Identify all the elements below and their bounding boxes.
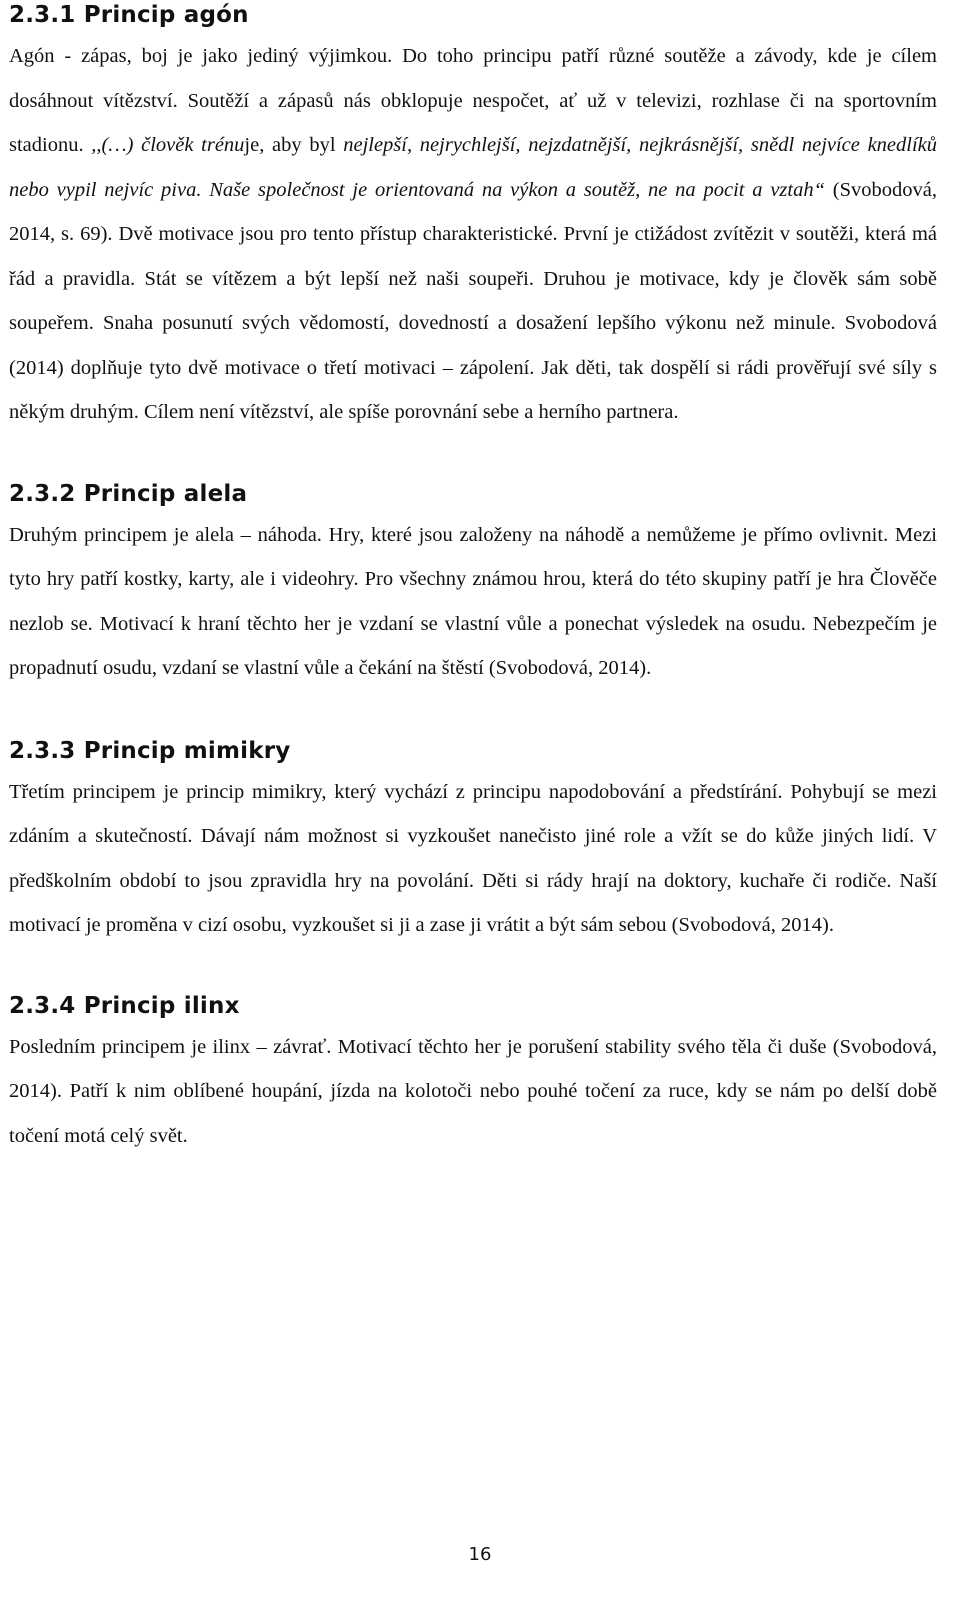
section-paragraph (9, 1025, 937, 1159)
section-paragraph (9, 513, 937, 691)
text-run: je, aby byl (244, 134, 344, 156)
section-title: Princip ilinx (83, 992, 240, 1019)
section-number: 2.3.2 (9, 480, 76, 507)
text-run: (Svobodová, 2014, s. 69). Dvě motivace jsou pro tento přístup charakteristické. První je ctižádost zvítězit v soutěži, která má řád a pravidla. Stát se vítězem a být lepší než naši soupeři. Druhou je motivace, kdy je člověk sám sobě soupeřem. Snaha posunutí svých vědomostí, dovedností a dosažení lepšího výkonu než minule. Svobodová (2014) doplňuje tyto dvě motivace o třetí motivaci – zápolení. Jak děti, tak dospělí si rádi prověřují své síly s někým druhým. Cílem není vítězství, ale spíše porovnání sebe a herního partnera. (9, 178, 938, 423)
section-title: Princip agón (83, 2, 249, 28)
section-heading (9, 738, 937, 770)
section-number: 2.3.4 (9, 992, 76, 1019)
text-run: Třetím principem je princip mimikry, který vychází z principu napodobování a předstírání. Pohybují se mezi zdáním a skutečností. Dávají nám možnost si vyzkoušet nanečisto jiné role a vžít se do kůže jiných lidí. V předškolním období to jsou zpravidla hry na povolání. Děti si rády hrají na doktory, kuchaře či rodiče. Naší motivací je proměna v cizí osobu, vyzkoušet si ji a zase ji vrátit a být sám sebou (Svobodová, 2014). (9, 780, 937, 936)
document-page (9, 0, 937, 1158)
text-run: Posledním principem je ilinx – závrať. Motivací těchto her je porušení stability svého těla či duše (Svobodová, 2014). Patří k nim oblíbené houpání, jízda na kolotoči nebo pouhé točení za ruce, kdy se nám po delší době točení motá celý svět. (9, 1035, 937, 1147)
section-title: Princip mimikry (83, 737, 291, 764)
section-number: 2.3.1 (9, 2, 76, 28)
section-heading (9, 2, 937, 34)
section-paragraph (9, 770, 937, 948)
text-run: Agón - zápas, boj je jako jediný výjimkou. Do toho principu patří různé soutěže a závody, kde je cílem dosáhnout vítězství. Soutěží a zápasů nás obklopuje nespočet, ať už v televizi, rozhlase či na sportovním stadionu. (9, 45, 937, 156)
section-title: Princip alela (83, 480, 248, 507)
section-paragraph (9, 34, 937, 435)
text-run-italic: ,,(…) člověk trénu (91, 134, 245, 156)
text-run: Druhým principem je alela – náhoda. Hry, které jsou založeny na náhodě a nemůžeme je přímo ovlivnit. Mezi tyto hry patří kostky, karty, ale i videohry. Pro všechny známou hrou, která do této skupiny patří je hra Člověče nezlob se. Motivací k hraní těchto her je vzdaní se vlastní vůle a ponechat výsledek na osudu. Nebezpečím je propadnutí osudu, vzdaní se vlastní vůle a čekání na štěstí (Svobodová, 2014). (9, 523, 937, 679)
section-heading (9, 481, 937, 513)
section-number: 2.3.3 (9, 737, 76, 764)
section-heading (9, 993, 937, 1025)
page-number: 16 (468, 1544, 492, 1565)
text-run-italic: nejlepší, nejrychlejší, nejzdatnější, nejkrásnější, snědl nejvíce knedlíků nebo vypil nejvíc piva. Naše společnost je orientovaná na výkon a soutěž, ne na pocit a vztah“ (9, 134, 938, 201)
